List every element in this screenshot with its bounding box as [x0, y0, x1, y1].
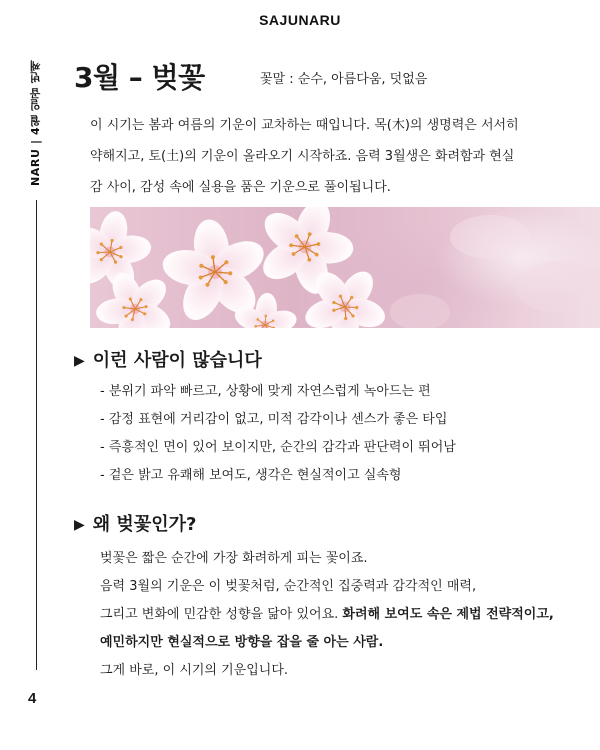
cherry-blossom-banner — [90, 207, 600, 328]
list-item: - 감정 표현에 거리감이 없고, 미적 감각이나 센스가 좋은 타입 — [100, 412, 448, 427]
intro-line: 감 사이, 감성 속에 실용을 품은 기운으로 풀이됩니다. — [90, 180, 391, 195]
right-triangle-icon: ▶ — [74, 517, 85, 533]
brand-header: SAJUNARU — [259, 12, 341, 28]
list-item: - 분위기 파악 빠르고, 상황에 맞게 자연스럽게 녹아드는 편 — [100, 384, 431, 399]
section-heading-why — [74, 510, 196, 536]
page-number: 4 — [28, 690, 37, 707]
section-heading-people — [74, 346, 262, 372]
right-triangle-icon: ▶ — [74, 353, 85, 369]
emphasis-text: 화려해 보여도 속은 제법 전략적이고, — [342, 607, 554, 622]
paragraph-line: 음력 3월의 기운은 이 벚꽃처럼, 순간적인 집중력과 감각적인 매력, — [100, 579, 477, 594]
intro-paragraph — [90, 110, 570, 203]
list-item: - 즉흥적인 면이 있어 보이지만, 순간의 감각과 판단력이 뛰어남 — [100, 440, 456, 455]
intro-line: 약해지고, 토(土)의 기운이 올라오기 시작하죠. 음력 3월생은 화려함과 현실 — [90, 149, 515, 164]
paragraph-text: 그리고 변화에 민감한 성향을 닮아 있어요. — [100, 607, 343, 622]
intro-line: 이 시기는 봄과 여름의 기운이 교차하는 때입니다. 목(木)의 생명력은 서서히 — [90, 118, 519, 133]
page-title: 3월 – 벚꽃 — [74, 61, 205, 94]
why-paragraph — [100, 545, 580, 685]
section-heading-text: 왜 벚꽃인가? — [92, 514, 197, 535]
flower-meaning: 꽃말 : 순수, 아름다움, 덧없음 — [260, 72, 428, 87]
list-item: - 겉은 밝고 유쾌해 보여도, 생각은 현실적이고 실속형 — [100, 468, 402, 483]
paragraph-line — [100, 629, 580, 657]
trait-list — [100, 378, 456, 490]
paragraph-line — [100, 601, 580, 629]
side-label: NARU | 4월 일곱 번째 — [29, 59, 42, 186]
emphasis-text: 예민하지만 현실적으로 방향을 잡을 줄 아는 사람. — [100, 635, 384, 650]
side-divider — [36, 200, 37, 670]
paragraph-line: 그게 바로, 이 시기의 기운입니다. — [100, 663, 289, 678]
cherry-blossom-illustration — [90, 207, 600, 328]
section-heading-text: 이런 사람이 많습니다 — [92, 350, 262, 371]
paragraph-line: 벚꽃은 짧은 순간에 가장 화려하게 피는 꽃이죠. — [100, 551, 368, 566]
